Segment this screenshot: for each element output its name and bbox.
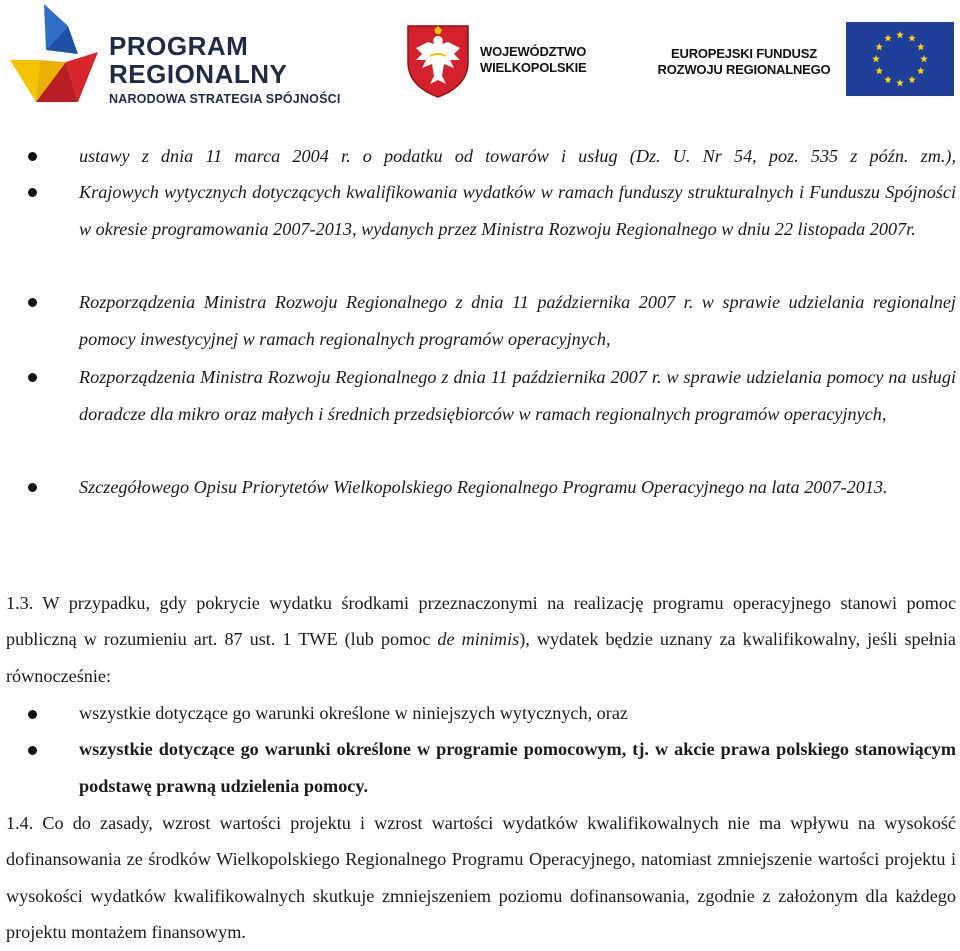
wielkopolska-coat-of-arms-icon — [404, 22, 472, 98]
bullet-dot — [28, 373, 37, 382]
wojewodztwo-logo — [404, 22, 604, 100]
eu-line-1: EUROPEJSKI FUNDUSZ — [671, 46, 817, 61]
program-line-1: PROGRAM — [109, 31, 249, 61]
section-number: 1.4. — [6, 813, 34, 833]
bullet-dot — [28, 483, 37, 492]
section-1-3-text-italic: de minimis — [437, 629, 520, 650]
eu-flag-icon — [846, 22, 954, 96]
eu-line-2: ROZWOJU REGIONALNEGO — [657, 62, 831, 77]
woj-line-1: WOJEWÓDZTWO — [480, 44, 587, 59]
efrr-logo — [646, 22, 956, 100]
program-line-2: REGIONALNY — [109, 59, 288, 89]
page-header — [0, 0, 960, 118]
section-1-3-text-part2: ), wydatek będzie uznany za kwalifikowalny, jeśli spełnia równocześnie: — [6, 629, 956, 686]
bullet-dot — [28, 746, 37, 755]
section-1-3 — [6, 585, 956, 694]
section-1-3-text-part1: W przypadku, gdy pokrycie wydatku środkami przeznaczonymi na realizację programu operacyjnego stanowi pomoc publiczną w rozumieniu art. 87 ust. 1 TWE (lub pomoc — [6, 593, 957, 650]
wojewodztwo-text — [480, 44, 586, 76]
section-number: 1.3. — [6, 593, 34, 613]
list-item-rozporzadzenie-1: Rozporządzenia Ministra Rozwoju Regionalnego z dnia 11 października 2007 r. w sprawie udzielania regionalnej pomocy inwestycyjnej w ramach regionalnych programów operacyjnych, — [79, 292, 956, 349]
bullet-dot — [28, 710, 37, 719]
list-item-szczegolowy-opis: Szczegółowego Opisu Priorytetów Wielkopolskiego Regionalnego Programu Operacyjnego na lata 2007-2013. — [79, 477, 888, 497]
program-regionalny-text — [109, 32, 341, 106]
bullet-dot — [28, 152, 37, 161]
section-1-4-text: Co do zasady, wzrost wartości projektu i wzrost wartości wydatków kwalifikowalnych nie ma wpływu na wysokość dofinansowania ze środków Wielkopolskiego Regionalnego Programu Operacyjnego, natomiast zmniejszenie wartości projektu i wysokości wydatków kwalifikowalnych skutkuje zmniejszeniem poziomu dofinansowania, zgodnie z założonym dla każdego projektu montażem finansowym. — [6, 813, 957, 943]
efrr-text — [648, 46, 840, 78]
list-item-warunki-wytyczne: wszystkie dotyczące go warunki określone w niniejszych wytycznych, oraz — [79, 703, 628, 723]
list-item-krajowe-wytyczne: Krajowych wytycznych dotyczących kwalifikowania wydatków w ramach funduszy strukturalnych i Funduszu Spójności w okresie programowania 2007-2013, wydanych przez Ministra Rozwoju Regionalnego w dniu 22 listopada 2007r. — [79, 182, 956, 239]
bullet-dot — [28, 298, 37, 307]
woj-line-2: WIELKOPOLSKIE — [480, 60, 587, 75]
program-subtitle: NARODOWA STRATEGIA SPÓJNOŚCI — [109, 92, 341, 106]
section-1-4 — [6, 805, 956, 951]
list-item-warunki-program: wszystkie dotyczące go warunki określone w programie pomocowym, tj. w akcie prawa polskiego stanowiącym podstawę prawną udzielenia pomocy. — [79, 739, 956, 796]
list-item-ustawa: ustawy z dnia 11 marca 2004 r. o podatku od towarów i usług (Dz. U. Nr 54, poz. 535 z późn. zm.), — [79, 146, 956, 166]
program-regionalny-emblem — [6, 2, 106, 112]
program-regionalny-logo — [6, 2, 356, 112]
bullet-dot — [28, 188, 37, 197]
list-item-rozporzadzenie-2: Rozporządzenia Ministra Rozwoju Regionalnego z dnia 11 października 2007 r. w sprawie udzielania pomocy na usługi doradcze dla mikro oraz małych i średnich przedsiębiorców w ramach regionalnych programów operacyjnych, — [79, 367, 956, 424]
